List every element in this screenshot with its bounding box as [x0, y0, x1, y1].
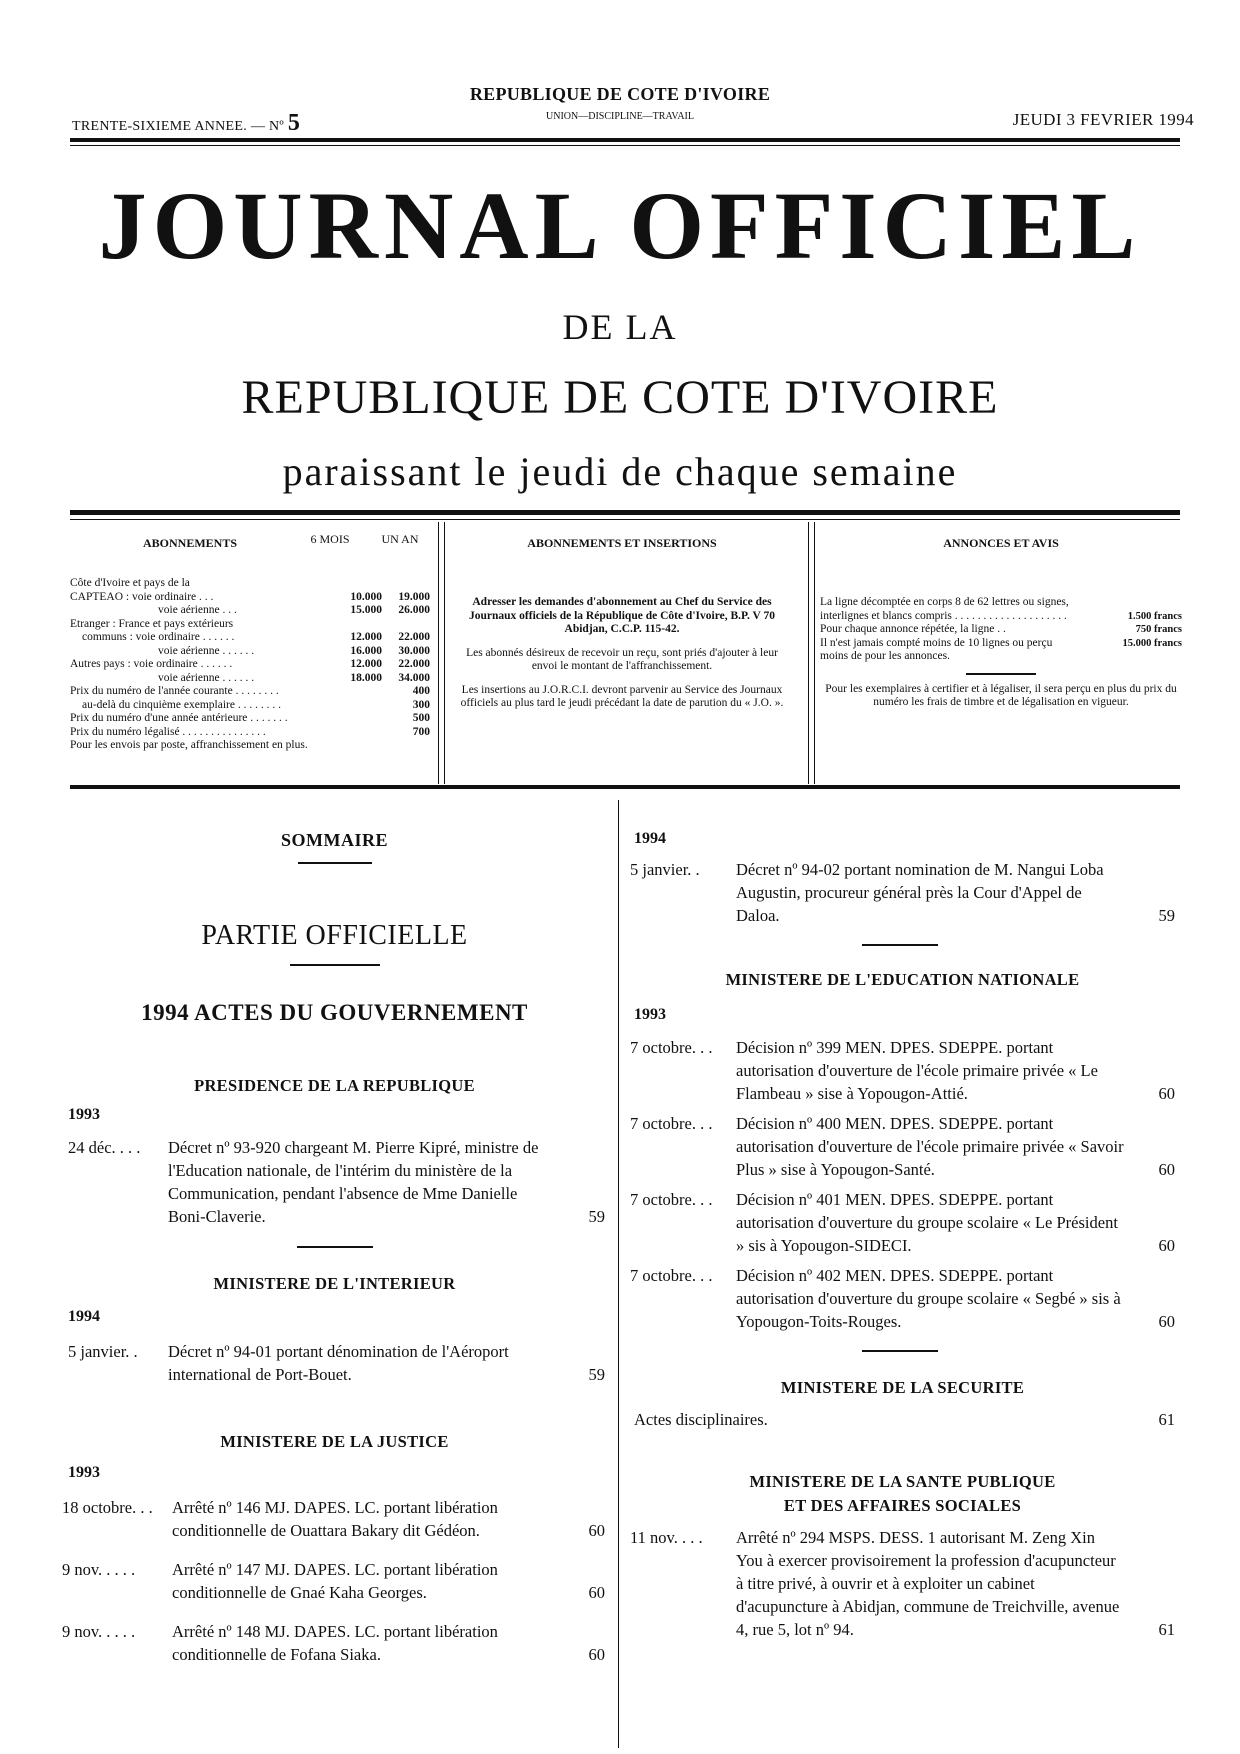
republic-name: REPUBLIQUE DE COTE D'IVOIRE — [469, 84, 771, 104]
insertions-p2: Les abonnés désireux de recevoir un reçu, sont priés d'ajouter à leur envoi le montant de l'affranchissement. — [466, 646, 778, 672]
subscription-un-an: 30.000 — [398, 644, 430, 657]
subscription-un-an: 500 — [412, 712, 430, 724]
issue-number: 5 — [287, 110, 301, 136]
subscription-label: Côte d'Ivoire et pays de la — [70, 577, 190, 589]
box-divider-4 — [814, 522, 815, 784]
subscription-un-an: 300 — [412, 698, 430, 711]
subscription-row — [70, 631, 430, 645]
entry-text: Arrêté nº 146 MJ. DAPES. LC. portant libération conditionnelle de Ouattara Bakary dit Gédéon. — [172, 1498, 498, 1540]
subscription-row — [70, 739, 430, 753]
subscription-un-an: 22.000 — [398, 658, 430, 670]
subscription-un-an: 34.000 — [398, 671, 430, 684]
subscription-row — [70, 591, 430, 605]
subscription-6mois: 12.000 — [350, 658, 382, 670]
subscription-row — [70, 672, 430, 686]
education-entry-1 — [630, 1036, 1175, 1105]
subscription-un-an — [382, 739, 430, 753]
education-entry-3 — [630, 1188, 1175, 1257]
annonces-line2: Pour chaque annonce répétée, la ligne . . — [820, 623, 1006, 635]
entry-date: 7 octobre. . . — [630, 1114, 713, 1133]
subscription-row — [70, 699, 430, 713]
subscription-row — [70, 618, 430, 632]
subscription-row — [70, 658, 430, 672]
subscription-label: Autres pays : voie ordinaire . . . . . . — [70, 658, 233, 670]
entry-text: Décret nº 94-01 portant dénomination de l'Aéroport international de Port-Bouet. — [168, 1342, 509, 1384]
entry-date: 5 janvier. . — [68, 1342, 138, 1361]
entry-text: Décision nº 402 MEN. DPES. SDEPPE. portant autorisation d'ouverture du groupe scolaire « Segbé » sis à Yopougon-Toits-Rouges. — [736, 1266, 1121, 1331]
header-rule-thin — [70, 145, 1180, 146]
entry-page: 60 — [1158, 1084, 1175, 1103]
partie-officielle: PARTIE OFFICIELLE — [201, 920, 468, 951]
justice2-rule — [862, 944, 938, 946]
annonces-price2: 750 francs — [1135, 624, 1182, 635]
entry-date: 18 octobre. . . — [62, 1498, 153, 1517]
entry-text: Décision nº 399 MEN. DPES. SDEPPE. portant autorisation d'ouverture de l'école primaire privée « Le Flambeau » sise à Yopougon-Attié. — [736, 1038, 1098, 1103]
entry-page: 59 — [1158, 906, 1175, 925]
justice-entry-1 — [62, 1496, 605, 1542]
subscription-label: voie aérienne . . . . . . — [158, 644, 255, 657]
entry-date: 7 octobre. . . — [630, 1190, 713, 1209]
education-entry-2 — [630, 1112, 1175, 1181]
justice2-year: 1994 — [634, 830, 666, 847]
entry-date: 9 nov. . . . . — [62, 1560, 136, 1579]
subscription-row — [70, 726, 430, 740]
entry-text: Décret nº 94-02 portant nomination de M. Nangui Loba Augustin, procureur général près la Cour d'Appel de Daloa. — [736, 860, 1104, 925]
entry-page: 61 — [1158, 1410, 1175, 1429]
subscription-un-an: 19.000 — [398, 590, 430, 603]
justice-heading: MINISTERE DE LA JUSTICE — [220, 1432, 449, 1451]
volume-label — [72, 110, 300, 137]
actes-heading: 1994 ACTES DU GOUVERNEMENT — [141, 1000, 528, 1025]
subscription-6mois — [334, 618, 382, 632]
entry-page: 60 — [1158, 1236, 1175, 1255]
subscription-6mois: 12.000 — [350, 631, 382, 643]
entry-text: Décision nº 401 MEN. DPES. SDEPPE. portant autorisation d'ouverture du groupe scolaire « Le Président » sis à Yopougon-SIDECI. — [736, 1190, 1118, 1255]
subscription-label: voie aérienne . . . . . . — [158, 671, 255, 684]
subscription-row — [70, 685, 430, 699]
interieur-entry — [68, 1340, 605, 1386]
education-year: 1993 — [634, 1006, 666, 1023]
subscription-label: au-delà du cinquième exemplaire . . . . . . . . — [82, 698, 281, 711]
presidence-entry — [68, 1136, 605, 1228]
entry-text: Décret nº 93-920 chargeant M. Pierre Kipré, ministre de l'Education nationale, de l'intérim du ministère de la Communication, pendant l'absence de Mme Danielle Boni-Claverie. — [168, 1138, 539, 1226]
masthead-rule-thin — [70, 519, 1180, 520]
subscription-row — [70, 577, 430, 591]
securite-entry — [634, 1408, 1175, 1431]
entry-date: 7 octobre. . . — [630, 1266, 713, 1285]
insertions-p3: Les insertions au J.O.R.C.I. devront parvenir au Service des Journaux officiels au plus tard le jeudi précédant la date de parution du « J.O. ». — [460, 683, 784, 709]
securite-heading: MINISTERE DE LA SECURITE — [780, 1378, 1025, 1397]
republic-header — [420, 84, 820, 122]
subscription-6mois — [334, 577, 382, 591]
col-6-mois: 6 MOIS — [310, 532, 350, 546]
subscription-un-an — [382, 618, 430, 632]
subscription-un-an: 26.000 — [398, 604, 430, 616]
insertions-text — [452, 596, 792, 721]
subscription-6mois: 10.000 — [350, 590, 382, 603]
interieur-heading: MINISTERE DE L'INTERIEUR — [213, 1274, 456, 1293]
entry-date: 7 octobre. . . — [630, 1038, 713, 1057]
interieur-year: 1994 — [68, 1308, 100, 1325]
annonces-line1: La ligne décomptée en corps 8 de 62 lettres ou signes, interlignes et blancs compris . . . . . . . . . . . . . . . . . . . . — [820, 596, 1069, 622]
issue-date: JEUDI 3 FEVRIER 1994 — [1012, 110, 1194, 129]
subscription-label: Prix du numéro de l'année courante . . . . . . . . — [70, 685, 279, 697]
subscription-un-an: 22.000 — [398, 631, 430, 643]
box-divider-1 — [438, 522, 439, 784]
entry-text: Arrêté nº 147 MJ. DAPES. LC. portant libération conditionnelle de Gnaé Kaha Georges. — [172, 1560, 498, 1602]
subscription-row — [70, 712, 430, 726]
entry-text: Décision nº 400 MEN. DPES. SDEPPE. portant autorisation d'ouverture de l'école primaire privée « Savoir Plus » sise à Yopougon-Santé. — [736, 1114, 1124, 1179]
entry-page: 60 — [1158, 1312, 1175, 1331]
subscription-un-an — [382, 577, 430, 591]
sante-entry — [630, 1526, 1175, 1641]
entry-text: Arrêté nº 148 MJ. DAPES. LC. portant libération conditionnelle de Fofana Siaka. — [172, 1622, 498, 1664]
education-rule — [862, 1350, 938, 1352]
entry-page: 60 — [1158, 1160, 1175, 1179]
sante-heading-2: ET DES AFFAIRES SOCIALES — [783, 1496, 1022, 1515]
subscription-un-an: 400 — [412, 685, 430, 697]
insertions-heading: ABONNEMENTS ET INSERTIONS — [527, 536, 717, 550]
entry-date: 5 janvier. . — [630, 860, 700, 879]
subscription-label: Prix du numéro légalisé . . . . . . . . . . . . . . . — [70, 725, 266, 738]
subscription-6mois: 15.000 — [350, 604, 382, 616]
subscription-6mois — [334, 685, 382, 699]
presidence-rule — [297, 1246, 373, 1248]
education-entry-4 — [630, 1264, 1175, 1333]
subscriptions-heading: ABONNEMENTS — [142, 536, 237, 550]
presidence-heading: PRESIDENCE DE LA REPUBLIQUE — [194, 1076, 475, 1095]
subscription-label: CAPTEAO : voie ordinaire . . . — [70, 590, 214, 603]
masthead-tagline: paraissant le jeudi de chaque semaine — [282, 449, 958, 494]
entry-date: 9 nov. . . . . — [62, 1622, 136, 1641]
sommaire-title: SOMMAIRE — [281, 830, 388, 850]
subscription-label: Prix du numéro d'une année antérieure . . . . . . . — [70, 712, 288, 724]
subscription-6mois — [334, 726, 382, 740]
annonces-text — [820, 596, 1182, 710]
entry-date: 11 nov. . . . — [630, 1528, 703, 1547]
education-heading: MINISTERE DE L'EDUCATION NATIONALE — [725, 970, 1080, 989]
presidence-year: 1993 — [68, 1106, 100, 1123]
entry-page: 59 — [588, 1365, 605, 1384]
justice2-entry — [630, 858, 1175, 927]
col-un-an: UN AN — [381, 532, 419, 546]
justice-year: 1993 — [68, 1464, 100, 1481]
annonces-line3: Il n'est jamais compté moins de 10 lignes ou perçu moins de pour les annonces. — [820, 636, 1053, 662]
journal-title: JOURNAL OFFICIEL — [98, 172, 1142, 279]
subscription-label: Etranger : France et pays extérieurs — [70, 617, 234, 630]
subscription-label: Pour les envois par poste, affranchissement en plus. — [70, 739, 308, 751]
subscription-6mois — [334, 712, 382, 726]
masthead-de-la: DE LA — [562, 307, 678, 347]
subscription-6mois: 16.000 — [350, 644, 382, 657]
subscription-6mois: 18.000 — [350, 671, 382, 684]
justice-entry-2 — [62, 1558, 605, 1604]
entry-text: Arrêté nº 294 MSPS. DESS. 1 autorisant M. Zeng Xin You à exercer provisoirement la profession d'acupuncteur à titre privé, à ouvrir et à exploiter un cabinet d'acupuncture à Abidjan, commune de Treichville, avenue 4, rue 5, lot nº 94. — [736, 1528, 1120, 1639]
entry-text: Actes disciplinaires. — [634, 1410, 768, 1429]
entry-page: 61 — [1158, 1620, 1175, 1639]
annonces-price3: 15.000 francs — [1122, 637, 1182, 649]
column-divider — [618, 800, 619, 1748]
box-divider-2 — [444, 522, 445, 784]
entry-date: 24 déc. . . . — [68, 1138, 141, 1157]
volume-text: TRENTE-SIXIEME ANNEE. — Nº — [72, 119, 285, 134]
subscription-row — [70, 604, 430, 618]
justice-entry-3 — [62, 1620, 605, 1666]
entry-page: 60 — [588, 1645, 605, 1664]
partie-rule — [290, 964, 380, 966]
masthead-country: REPUBLIQUE DE COTE D'IVOIRE — [241, 371, 999, 424]
header-rule — [70, 138, 1180, 142]
entry-page: 60 — [588, 1583, 605, 1602]
motto: UNION—DISCIPLINE—TRAVAIL — [546, 111, 694, 122]
entry-page: 59 — [588, 1207, 605, 1226]
annonces-price1: 1.500 francs — [1127, 610, 1182, 622]
box-divider-3 — [808, 522, 809, 784]
subscription-label: communs : voie ordinaire . . . . . . — [82, 631, 235, 643]
subscription-un-an: 700 — [412, 725, 430, 738]
sommaire-rule — [298, 862, 372, 864]
subscription-label: voie aérienne . . . — [158, 604, 237, 616]
annonces-divider — [966, 673, 1036, 675]
subscription-row — [70, 645, 430, 659]
box-bottom-rule — [70, 785, 1180, 789]
entry-page: 60 — [588, 1521, 605, 1540]
subscription-table — [70, 577, 430, 753]
masthead-rule — [70, 510, 1180, 515]
subscription-6mois — [334, 699, 382, 713]
subscription-6mois — [334, 739, 382, 753]
annonces-note: Pour les exemplaires à certifier et à légaliser, il sera perçu en plus du prix du numéro les frais de timbre et de légalisation en vigueur. — [825, 682, 1177, 708]
sante-heading-1: MINISTERE DE LA SANTE PUBLIQUE — [749, 1472, 1056, 1491]
annonces-heading: ANNONCES ET AVIS — [943, 536, 1059, 550]
insertions-p1: Adresser les demandes d'abonnement au Chef du Service des Journaux officiels de la République de Côte d'Ivoire, B.P. V 70 Abidjan, C.C.P. 115-42. — [469, 596, 775, 635]
